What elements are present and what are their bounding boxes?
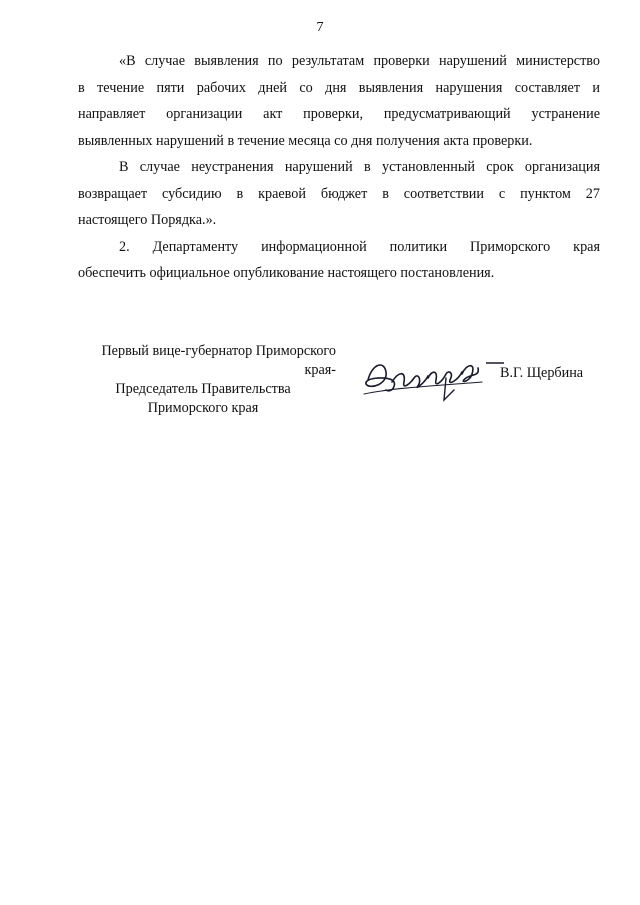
text-line: обеспечить официальное опубликование настоящего постановления.: [78, 265, 495, 281]
page-number: 7: [316, 20, 324, 35]
paragraph-refund: [78, 154, 600, 234]
signatory-title-line: Первый вице-губернатор Приморского края-: [101, 343, 336, 378]
signatory-title-line: Приморского края: [147, 400, 259, 416]
document-body: [78, 48, 600, 287]
signatory-title-line: Председатель Правительства: [115, 381, 291, 397]
text-line: «В случае выявления по результатам проверки нарушений министерство: [119, 53, 600, 69]
signature-dash: [486, 362, 504, 364]
signer-name: В.Г. Щербина: [500, 365, 584, 381]
text-line: В случае неустранения нарушений в установленный срок организация: [119, 159, 600, 175]
text-line: возвращает субсидию в краевой бюджет в соответствии с пунктом 27: [78, 185, 600, 202]
signatory-title: [70, 342, 336, 418]
paragraph-inspection: [78, 48, 600, 154]
text-line: в течение пяти рабочих дней со дня выявления нарушения составляет и: [78, 79, 600, 96]
handwritten-signature: [362, 350, 512, 410]
text-line: настоящего Порядка.».: [78, 212, 217, 228]
text-line: 2. Департаменту информационной политики Приморского края: [119, 238, 600, 255]
paragraph-publication: [78, 234, 600, 287]
text-line: направляет организации акт проверки, предусматривающий устранение: [78, 106, 600, 122]
text-line: выявленных нарушений в течение месяца со дня получения акта проверки.: [78, 132, 533, 149]
